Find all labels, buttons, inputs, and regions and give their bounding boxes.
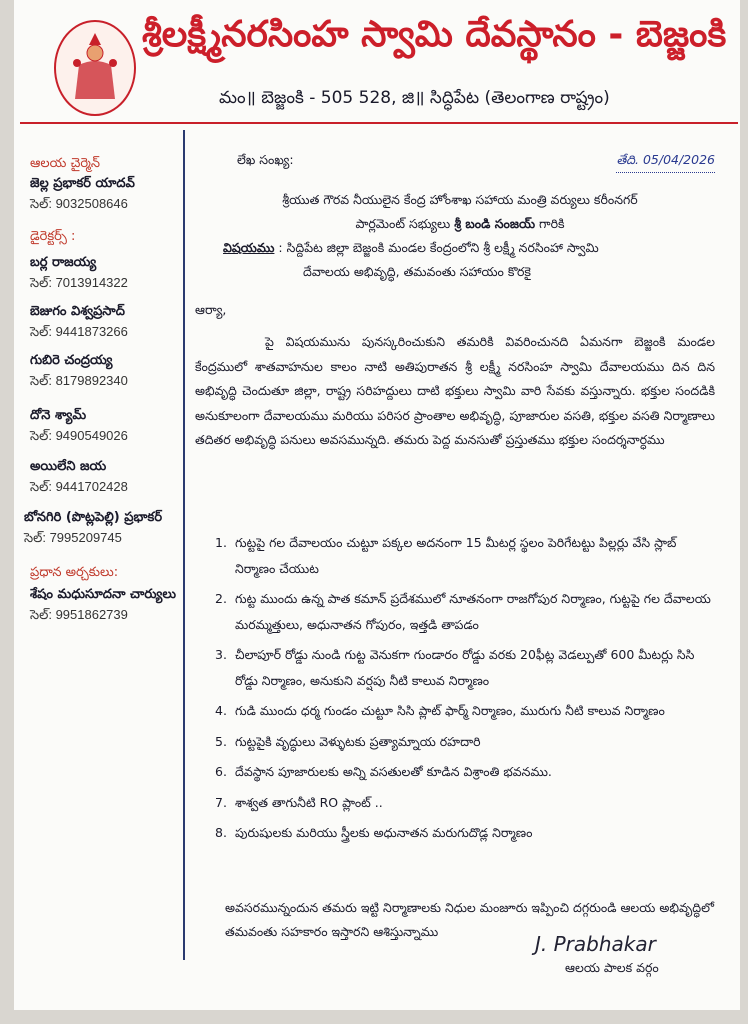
priest-label: ప్రధాన అర్చకులు: [30, 565, 119, 580]
signatory-name: ఆలయ పాలక వర్గం [565, 960, 659, 975]
item-number: 7. [215, 794, 227, 810]
priest-name: శేషం మధుసూదనా చార్యులు [30, 587, 177, 602]
item-text: శాశ్వత తాగునీటి RO ప్లాంట్ .. [235, 794, 383, 810]
director-cell: సెల్: 7013914322 [30, 275, 128, 290]
closing-paragraph: అవసరమున్నందున తమరు ఇట్టి నిర్మాణాలకు నిధుల మంజూరు ఇప్పించి దగ్గరుండి ఆలయ అభివృద్ధిలో తమవంతు సహకారం ఇస్తారని ఆశిస్తున్నాము [225, 900, 714, 939]
handwritten-signature: J. Prabhakar [535, 932, 656, 956]
request-list [215, 530, 715, 851]
item-number: 5. [215, 733, 227, 749]
list-item [215, 729, 715, 755]
list-item [215, 586, 715, 637]
sidebar-divider [183, 130, 185, 960]
reference-number-label: లేఖ సంఖ్య: [237, 152, 294, 167]
subject-label: విషయము [223, 240, 275, 255]
priest-cell: సెల్: 9951862739 [30, 607, 128, 622]
director-name: అయిలేని జయ [30, 459, 107, 474]
temple-title: శ్రీలక్ష్మీనరసింహ స్వామి దేవస్థానం - బెజ్జంకి [142, 14, 727, 55]
director-entry [24, 510, 180, 549]
list-item [215, 698, 715, 724]
salutation: ఆర్యా, [195, 302, 227, 317]
list-item [215, 790, 715, 816]
chairman-name: జెల్ల ప్రభాకర్ యాదవ్ [30, 176, 135, 191]
item-text: గుడి ముందు ధర్మ గుండం చుట్టూ సిసి ప్లాట్ ఫార్మ్ నిర్మాణం, మురుగు నీటి కాలువ నిర్మాణం [235, 703, 665, 718]
director-entry [30, 304, 180, 343]
list-item [215, 759, 715, 785]
letter-date: తేది. 05/04/2026 [616, 148, 715, 173]
director-entry [30, 459, 180, 498]
body-paragraph: పై విషయమును పునస్కరించుకుని తమరికి వివరించునది ఏమనగా బెజ్జంకి మండల కేంద్రములో శాతవాహనుల కాలం నాటి అతిపురాతన శ్రీ లక్ష్మీ నరసింహ స్వామి దేవాలయము దిన దిన అభివృద్ధి చెందుతూ జిల్లా, రాష్ట్ర సరిహద్దులు దాటి భక్తులు స్వామి వారి సేవకు వస్తున్నారు. భక్తుల సందడికి అనుకూలంగా దేవాలయము మరియు పరిసర ప్రాంతాల అభివృద్ధి, పూజారుల వసతి, భక్తుల వసతి నిర్మాణాలు తదితర అభివృద్ధి పనులు అవసమున్నది. తమరు పెద్ద మనసుతో ప్రస్తుతము భక్తుల సందర్శనార్ధము [195, 334, 715, 447]
list-item [215, 642, 715, 693]
temple-address: మం॥ బెజ్జంకి - 505 528, జి॥ సిద్ధిపేట (తెలంగాణ రాష్ట్రం) [219, 88, 610, 108]
item-text: గుట్ట ముందు ఉన్న పాత కమాన్ ప్రదేశములో నూతనంగా రాజగోపుర నిర్మాణం, గుట్టపై గల దేవాలయ మరమ్మత్తులు, అధునాతన గోపురం, ఇత్తడి తాపడం [235, 591, 711, 632]
director-name: దోనె శ్యామ్ [30, 408, 87, 423]
director-cell: సెల్: 8179892340 [30, 373, 128, 388]
chairman-label: ఆలయ చైర్మెన్ [30, 156, 101, 171]
director-cell: సెల్: 9441702428 [30, 479, 128, 494]
director-name: గుబిరె చంద్రయ్య [30, 353, 113, 368]
list-item [215, 820, 715, 846]
subject [223, 236, 723, 284]
item-number: 6. [215, 764, 227, 779]
item-text: గుట్టపై గల దేవాలయం చుట్టూ పక్కల అదనంగా 15 మీటర్ల స్థలం పెరిగేటట్టు పిల్లర్లు వేసి స్లాబ్ నిర్మాణం చేయుట [235, 535, 677, 576]
item-number: 8. [215, 825, 227, 840]
chairman-cell: సెల్: 9032508646 [30, 196, 128, 211]
item-text: దేవస్థాన పూజారులకు అన్ని వసతులతో కూడిన విశ్రాంతి భవనము. [235, 764, 552, 779]
sidebar-committee [24, 148, 180, 626]
addressee-suffix: గారికి [535, 216, 565, 231]
addressee-title: పార్లమెంట్ సభ్యులు [355, 216, 455, 231]
director-entry [30, 408, 180, 447]
director-name: బర్ల రాజయ్య [30, 255, 97, 270]
director-entry [30, 353, 180, 392]
list-item [215, 530, 715, 581]
director-cell: సెల్: 9490549026 [30, 428, 128, 443]
addressee-line-2 [195, 212, 725, 236]
director-cell: సెల్: 7995209745 [24, 530, 122, 545]
subject-line-1: : సిద్దిపేట జిల్లా బెజ్జంకి మండల కేంద్రంలోని శ్రీ లక్ష్మీ నరసింహా స్వామి [274, 240, 599, 255]
director-name: బెజుగం విశ్వప్రసాద్ [30, 304, 125, 319]
item-number: 4. [215, 703, 227, 718]
item-text: గుట్టపైకి వృద్ధులు వెళ్ళుటకు ప్రత్యామ్నాయ రహదారి [235, 733, 481, 749]
director-entry [30, 255, 180, 294]
directors-label: డైరెక్టర్స్ : [30, 229, 76, 244]
item-number: 1. [215, 535, 227, 550]
addressee [195, 188, 725, 236]
addressee-line-1: శ్రీయుత గౌరవ నీయులైన కేంద్ర హోంశాఖ సహాయ మంత్రి వర్యులు కరీంనగర్ [282, 192, 638, 207]
item-number: 2. [215, 591, 227, 606]
item-number: 3. [215, 647, 227, 662]
addressee-name: శ్రీ బండి సంజయ్ [454, 216, 536, 231]
signature-block [535, 932, 659, 980]
director-name: బోనగిరి (పొట్లపెల్లి) ప్రభాకర్ [24, 510, 163, 525]
item-text: పురుషులకు మరియు స్త్రీలకు అధునాతన మరుగుదొడ్ల నిర్మాణం [235, 825, 533, 840]
director-cell: సెల్: 9441873266 [30, 324, 128, 339]
header-divider [20, 122, 738, 124]
subject-line-2: దేవాలయ అభివృద్ధి, తమవంతు సహాయం కొరకై [303, 264, 531, 279]
deity-logo-icon [54, 20, 136, 116]
item-text: చీలాపూర్ రోడ్డు నుండి గుట్ట వెనుకగా గుండారం రోడ్డు వరకు 20ఫీట్ల వెడల్పుతో 600 మీటర్లు సిసి రోడ్డు నిర్మాణం, అనుకుని వర్షపు నీటి కాలువ నిర్మాణం [235, 647, 695, 688]
